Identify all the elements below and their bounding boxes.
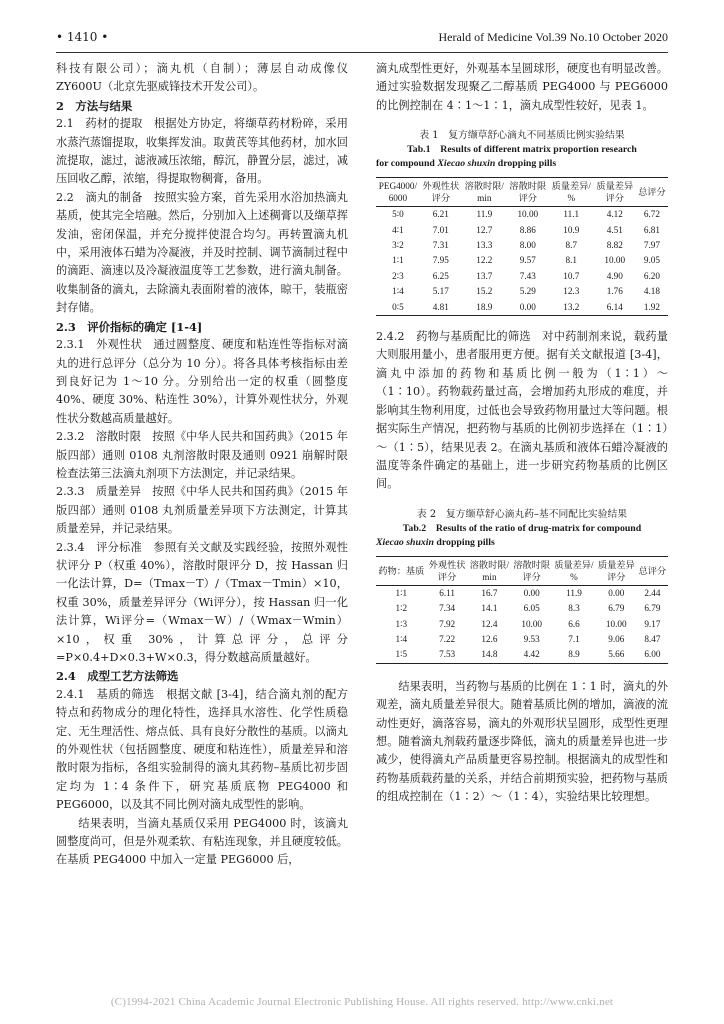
table2-cell: 6.00 (637, 647, 668, 663)
table1-header (636, 178, 668, 207)
table2-header-l1: 溶散时限/ (469, 559, 510, 570)
table1-row (376, 253, 668, 268)
paragraph-2-4-1: 2.4.1 基质的筛选 根据文献 [3-4]，结合滴丸剂的配方特点和药物成分的理化特性，选择具水溶性、化学性质稳定、无生理活性、熔点低、具有良好分散性的基质。以滴丸的外观性状（包括圆整度、硬度和粘连性），质量差异和溶散时限为指标，各组实验制得的滴丸其药物–基质比初步固定均为 1∶4 条件下，研究基质底物 PEG4000 和 PEG6000，以及其不同比例对滴丸成型性的影响。 (56, 687, 348, 812)
page-number: • 1410 • (56, 30, 109, 44)
table1-cell: 10.00 (517, 209, 539, 220)
table1-cell: 5.17 (432, 286, 449, 297)
table1-header-l2: min (477, 193, 492, 204)
table1-cell: 15.2 (476, 286, 493, 297)
table1-header-l1: 质量差异/ (551, 181, 591, 192)
table1-header-l1: 溶散时限/ (464, 181, 504, 192)
table2-cell: 4.42 (511, 647, 552, 663)
table2-row (376, 647, 668, 663)
table1-cell: 4.12 (606, 209, 623, 220)
table1-cell: 8.7 (565, 240, 578, 251)
table1-cell: 5∶0 (392, 209, 404, 220)
table2-header-l2: 评分 (607, 571, 626, 582)
table2-cell: 7.22 (439, 633, 456, 644)
paragraph-2-4-2: 2.4.2 药物与基质配比的筛选 对中药制剂来说，载药量大则服用量小，患者服用更方便。据有关文献报道 [3-4]，滴丸中添加的药物和基质比例一般为（1∶1）～（1∶10）。药物载药量过高，会增加药丸形成的难度，并影响其生物利用度，过低也会导致药物用量过大等问题。根据实际生产情况，把药物与基质的比例初步选择在（1∶1）～（1∶5），结果见表 2。在滴丸基质和液体石蜡冷凝液的温度等条件确定的基础上，进一步研究药物基质的比例区间。 (376, 330, 668, 491)
table2-header (511, 556, 552, 585)
table1-cell: 13.7 (476, 270, 493, 281)
table1 (376, 177, 668, 316)
table2-header-l1: 质量差异 (597, 559, 635, 570)
table2-header-l2: 评分 (522, 571, 541, 582)
table2-header-l2: 评分 (437, 571, 457, 582)
table1-body (376, 207, 668, 316)
table1-header-l1: 总评分 (638, 187, 666, 198)
table2-cell: 9.17 (644, 618, 661, 629)
table1-cell: 18.9 (462, 300, 507, 316)
table2-caption-cn: 表 2 复方缬草舒心滴丸药–基不同配比实验结果 (416, 508, 628, 520)
table2-cell: 7.92 (439, 618, 456, 629)
table1-cell: 7.01 (432, 224, 449, 235)
table2-cell: 1∶1 (395, 587, 408, 598)
table1-cell: 6.81 (643, 224, 660, 235)
table2-header (427, 556, 468, 585)
right-column (376, 60, 668, 807)
table2-header-l1: 溶散时限 (513, 559, 551, 570)
table2-cell: 9.53 (523, 633, 540, 644)
table1-caption-en-2c: dropping pills (495, 158, 557, 170)
paragraph-2-3-2: 2.3.2 溶散时限 按照《中华人民共和国药典》（2015 年版四部）通则 0108 丸剂溶散时限及通则 0921 崩解时限检查法第三法滴丸剂项下方法测定，并记录结果。 (56, 430, 348, 480)
paragraph-result-2: 结果表明，当药物与基质的比例在 1∶1 时，滴丸的外观差，滴丸质量差异很大。随着基质比例的增加，滴液的流动性更好，滴落容易，滴丸的外观形状呈圆形，成型性更理想。随着滴丸剂载药量逐步降低，滴丸的质量差异也进一步减少，使得滴丸产品质量更容易控制。根据滴丸的成型性和药物基质载药量的关系，并结合前期预实验，把药物与基质的组成控制在（1∶2）～（1∶4），实验结果比较理想。 (376, 679, 668, 804)
table1-cell: 4.18 (643, 286, 660, 297)
table1-cell: 7.43 (519, 270, 536, 281)
table2-header (468, 556, 512, 585)
table1-cell: 13.2 (549, 300, 594, 316)
table1-cell: 3∶2 (392, 240, 404, 251)
table1-cell: 1.76 (606, 286, 623, 297)
section-heading-2-3: 2.3 评价指标的确定 [1-4] (56, 319, 203, 334)
table1-cell: 10.00 (604, 255, 626, 266)
table2 (376, 556, 668, 664)
paragraph-continued: 滴丸成型性更好，外观基本呈圆球形，硬度也有明显改善。通过实验数据发现聚乙二醇基质 PEG4000 与 PEG6000 的比例控制在 4∶1～1∶1，滴丸成型性较好，见表 1。 (376, 62, 668, 112)
table2-header (637, 556, 668, 585)
table1-cell: 6.21 (432, 209, 449, 220)
table2-cell: 5.66 (596, 647, 637, 663)
table2-cell: 9.06 (608, 633, 625, 644)
table2-header-l1: 质量差异/ (554, 559, 594, 570)
table2-cell: 1∶3 (395, 618, 408, 629)
table1-row (376, 269, 668, 284)
table2-header-l1: 总评分 (638, 565, 667, 576)
table1-cell: 11.1 (563, 209, 580, 220)
table1-cell: 8.82 (606, 240, 623, 251)
table1-caption-en-italic: Xiecao shuxin (437, 158, 496, 170)
table1-cell: 4∶1 (392, 224, 404, 235)
table2-header (596, 556, 637, 585)
table1-cell: 5.29 (519, 286, 536, 297)
paragraph-result-1: 结果表明，当滴丸基质仅采用 PEG4000 时，该滴丸圆整度尚可，但是外观柔软、有粘连现象，并且硬度较低。在基质 PEG4000 中加入一定量 PEG6000 后， (56, 816, 348, 867)
table1-cell: 13.3 (476, 240, 493, 251)
table1-header-l1: PEG4000/ (378, 181, 418, 192)
table2-row (376, 601, 668, 616)
journal-title: Herald of Medicine Vol.39 No.10 October 2020 (438, 30, 668, 44)
table2-cell: 8.3 (568, 603, 580, 614)
table2-cell: 12.4 (481, 618, 498, 629)
table1-header-l1: 外观性状 (422, 181, 460, 192)
table1-header (376, 178, 420, 207)
table1-cell: 6.25 (432, 270, 449, 281)
table1-cell: 9.05 (643, 255, 660, 266)
table2-caption-en-line1: Tab.2 Results of the ratio of drug-matrix for compound (402, 522, 642, 534)
table1-cell: 4.81 (420, 300, 462, 316)
table2-cell: 0.00 (523, 587, 540, 598)
table1-cell: 6.20 (643, 270, 660, 281)
table2-cell: 14.8 (468, 647, 512, 663)
table1-cell: 12.7 (476, 224, 493, 235)
table1-cell: 1∶4 (392, 286, 404, 297)
table1-row (376, 238, 668, 253)
table1-cell: 7.97 (643, 240, 660, 251)
table2-cell: 12.6 (481, 633, 498, 644)
table2-cell: 11.9 (566, 587, 582, 598)
copyright-footer: (C)1994-2021 China Academic Journal Electronic Publishing House. All rights reserved. http://www.cnki.net (110, 996, 614, 1008)
table1-cell: 12.3 (563, 286, 580, 297)
table2-header (376, 556, 427, 585)
table1-header-l2: 评分 (605, 193, 624, 204)
table2-cell: 7.1 (568, 633, 580, 644)
table2-cell: 6.79 (644, 603, 661, 614)
table1-header-l2: 评分 (518, 193, 537, 204)
table2-caption-en-italic: Xiecao shuxin (376, 536, 434, 548)
table2-caption-en-line2 (376, 536, 668, 550)
table1-caption-en-2a: for compound (376, 158, 438, 170)
table1-cell: 2∶3 (392, 270, 404, 281)
table2-cell: 8.9 (552, 647, 596, 663)
table2-row (376, 632, 668, 647)
table2-header-l1: 外观性状 (428, 559, 466, 570)
table2-header-l2: % (570, 571, 578, 582)
page-header (56, 30, 668, 52)
table2-cell: 10.00 (605, 618, 627, 629)
table2-header-l1: 药物：基质 (378, 565, 425, 576)
table1-cell: 8.1 (565, 255, 578, 266)
table1-header (462, 178, 507, 207)
table1-cell: 4.90 (606, 270, 623, 281)
table1-cell: 10.7 (563, 270, 580, 281)
header-rule (56, 52, 668, 53)
table2-cell: 0.00 (608, 587, 625, 598)
table2-cell: 6.11 (439, 587, 455, 598)
paragraph-2-3-4: 2.3.4 评分标准 参照有关文献及实践经验，按照外观性状评分 P（权重 40%），溶散时限评分 D，按 Hassan 归一化法计算，D=（Tmax－T）/（Tmax－Tmin）×10，权重 30%，质量差异评分（Wi评分），按 Hassan 归一化法计算，Wi评分=（Wmax－W）/（Wmax－Wmin）×10，权重 30%，计算总评分，总评分=P×0.4+D×0.3+W×0.3，得分数越高质量越好。 (56, 540, 348, 664)
table1-cell: 4.51 (606, 224, 623, 235)
table2-caption-en-2c: dropping pills (433, 536, 495, 548)
table2-cell: 6.6 (568, 618, 580, 629)
table1-cell: 8.86 (519, 224, 536, 235)
table2-cell: 14.1 (481, 603, 498, 614)
table1-header (594, 178, 636, 207)
table1-cell: 6.14 (594, 300, 636, 316)
table1-cell: 0.00 (507, 300, 549, 316)
table2-body (376, 585, 668, 663)
table1-header-l2: % (567, 193, 576, 204)
table2-cell: 8.47 (644, 633, 661, 644)
section-heading-methods: 2 方法与结果 (56, 98, 133, 113)
table1-caption-cn: 表 1 复方缬草舒心滴丸不同基质比例实验结果 (419, 130, 625, 142)
table2-cell: 6.79 (608, 603, 625, 614)
table1-header (549, 178, 594, 207)
table2-cell: 6.05 (523, 603, 540, 614)
table1-header (507, 178, 549, 207)
paragraph-equipment: 科技有限公司）；滴丸机（自制）；薄层自动成像仪 ZY600U（北京先驱威锋技术开发公司）。 (56, 62, 348, 94)
table1-header-l2: 评分 (431, 193, 451, 204)
table2-cell: 1∶5 (376, 647, 427, 663)
table1-caption-en-line1: Tab.1 Results of different matrix proportion research (407, 144, 637, 156)
table1-cell: 10.9 (563, 224, 580, 235)
table1-caption-en-line2 (376, 157, 668, 171)
table2-header-l2: min (482, 571, 497, 582)
table1-cell: 9.57 (519, 255, 536, 266)
table2-cell: 7.34 (439, 603, 456, 614)
table1-row (376, 207, 668, 223)
paragraph-2-1: 2.1 药材的提取 根据处方协定，将缬草药材粉碎，采用水蒸汽蒸馏提取，收集挥发油。取黄芪等其他药材，加水回流提取，滤过，滤液减压浓缩，醇沉，静置分层，滤过，减压回收乙醇，浓缩，得提取物稠膏，备用。 (56, 117, 348, 186)
table1-header-l1: 质量差异 (596, 181, 634, 192)
table1-header-l2: 6000 (388, 193, 408, 204)
table1-header (420, 178, 462, 207)
table1-row (376, 300, 668, 316)
paragraph-2-2: 2.2 滴丸的制备 按照实验方案，首先采用水浴加热滴丸基质，使其完全培融。然后，分别加入上述稠膏以及缬草挥发油，密闭保温，并充分搅拌使混合均匀。再转置滴丸机中，采用液体石蜡为冷凝液，并及时控制、调节滴制过程中的滴距、滴速以及冷凝液温度等工艺参数，进行滴丸制备。收集制备的滴丸，去除滴丸表面附着的液体，晾干，装瓶密封存储。 (56, 190, 348, 315)
table1-cell: 1∶1 (392, 255, 404, 266)
table1-cell: 1.92 (636, 300, 668, 316)
table1-cell: 11.9 (476, 209, 493, 220)
table2-row (376, 617, 668, 632)
table1-cell: 0∶5 (376, 300, 420, 316)
table1-cell: 8.00 (519, 240, 536, 251)
table2-cell: 1∶4 (395, 633, 408, 644)
table2-cell: 10.00 (521, 618, 543, 629)
table1-cell: 7.31 (432, 240, 449, 251)
table2-cell: 1∶2 (395, 603, 408, 614)
table1-row (376, 284, 668, 299)
table1-cell: 6.72 (643, 209, 660, 220)
table1-row (376, 223, 668, 238)
table2-row (376, 585, 668, 601)
table2-header (552, 556, 596, 585)
table1-cell: 7.95 (432, 255, 449, 266)
table2-cell: 2.44 (644, 587, 661, 598)
table1-header-l1: 溶散时限 (509, 181, 547, 192)
section-heading-2-4: 2.4 成型工艺方法筛选 (56, 669, 179, 684)
paragraph-2-3-1: 2.3.1 外观性状 通过圆整度、硬度和粘连性等指标对滴丸的进行总评分（总分为 10 分）。将各具体考核指标由差到良好记为 1～10 分。分别给出一定的权重（圆整度 40%、硬度 30%、粘连性 30%），计算外观性状分，外观性状分数越高质量越好。 (56, 338, 348, 425)
table2-cell: 16.7 (481, 587, 498, 598)
table2-cell: 7.53 (427, 647, 468, 663)
left-column (56, 60, 348, 870)
table1-cell: 12.2 (476, 255, 493, 266)
paragraph-2-3-3: 2.3.3 质量差异 按照《中华人民共和国药典》（2015 年版四部）通则 0108 丸剂质量差异项下方法测定，计算其质量差异，并记录结果。 (56, 485, 348, 536)
